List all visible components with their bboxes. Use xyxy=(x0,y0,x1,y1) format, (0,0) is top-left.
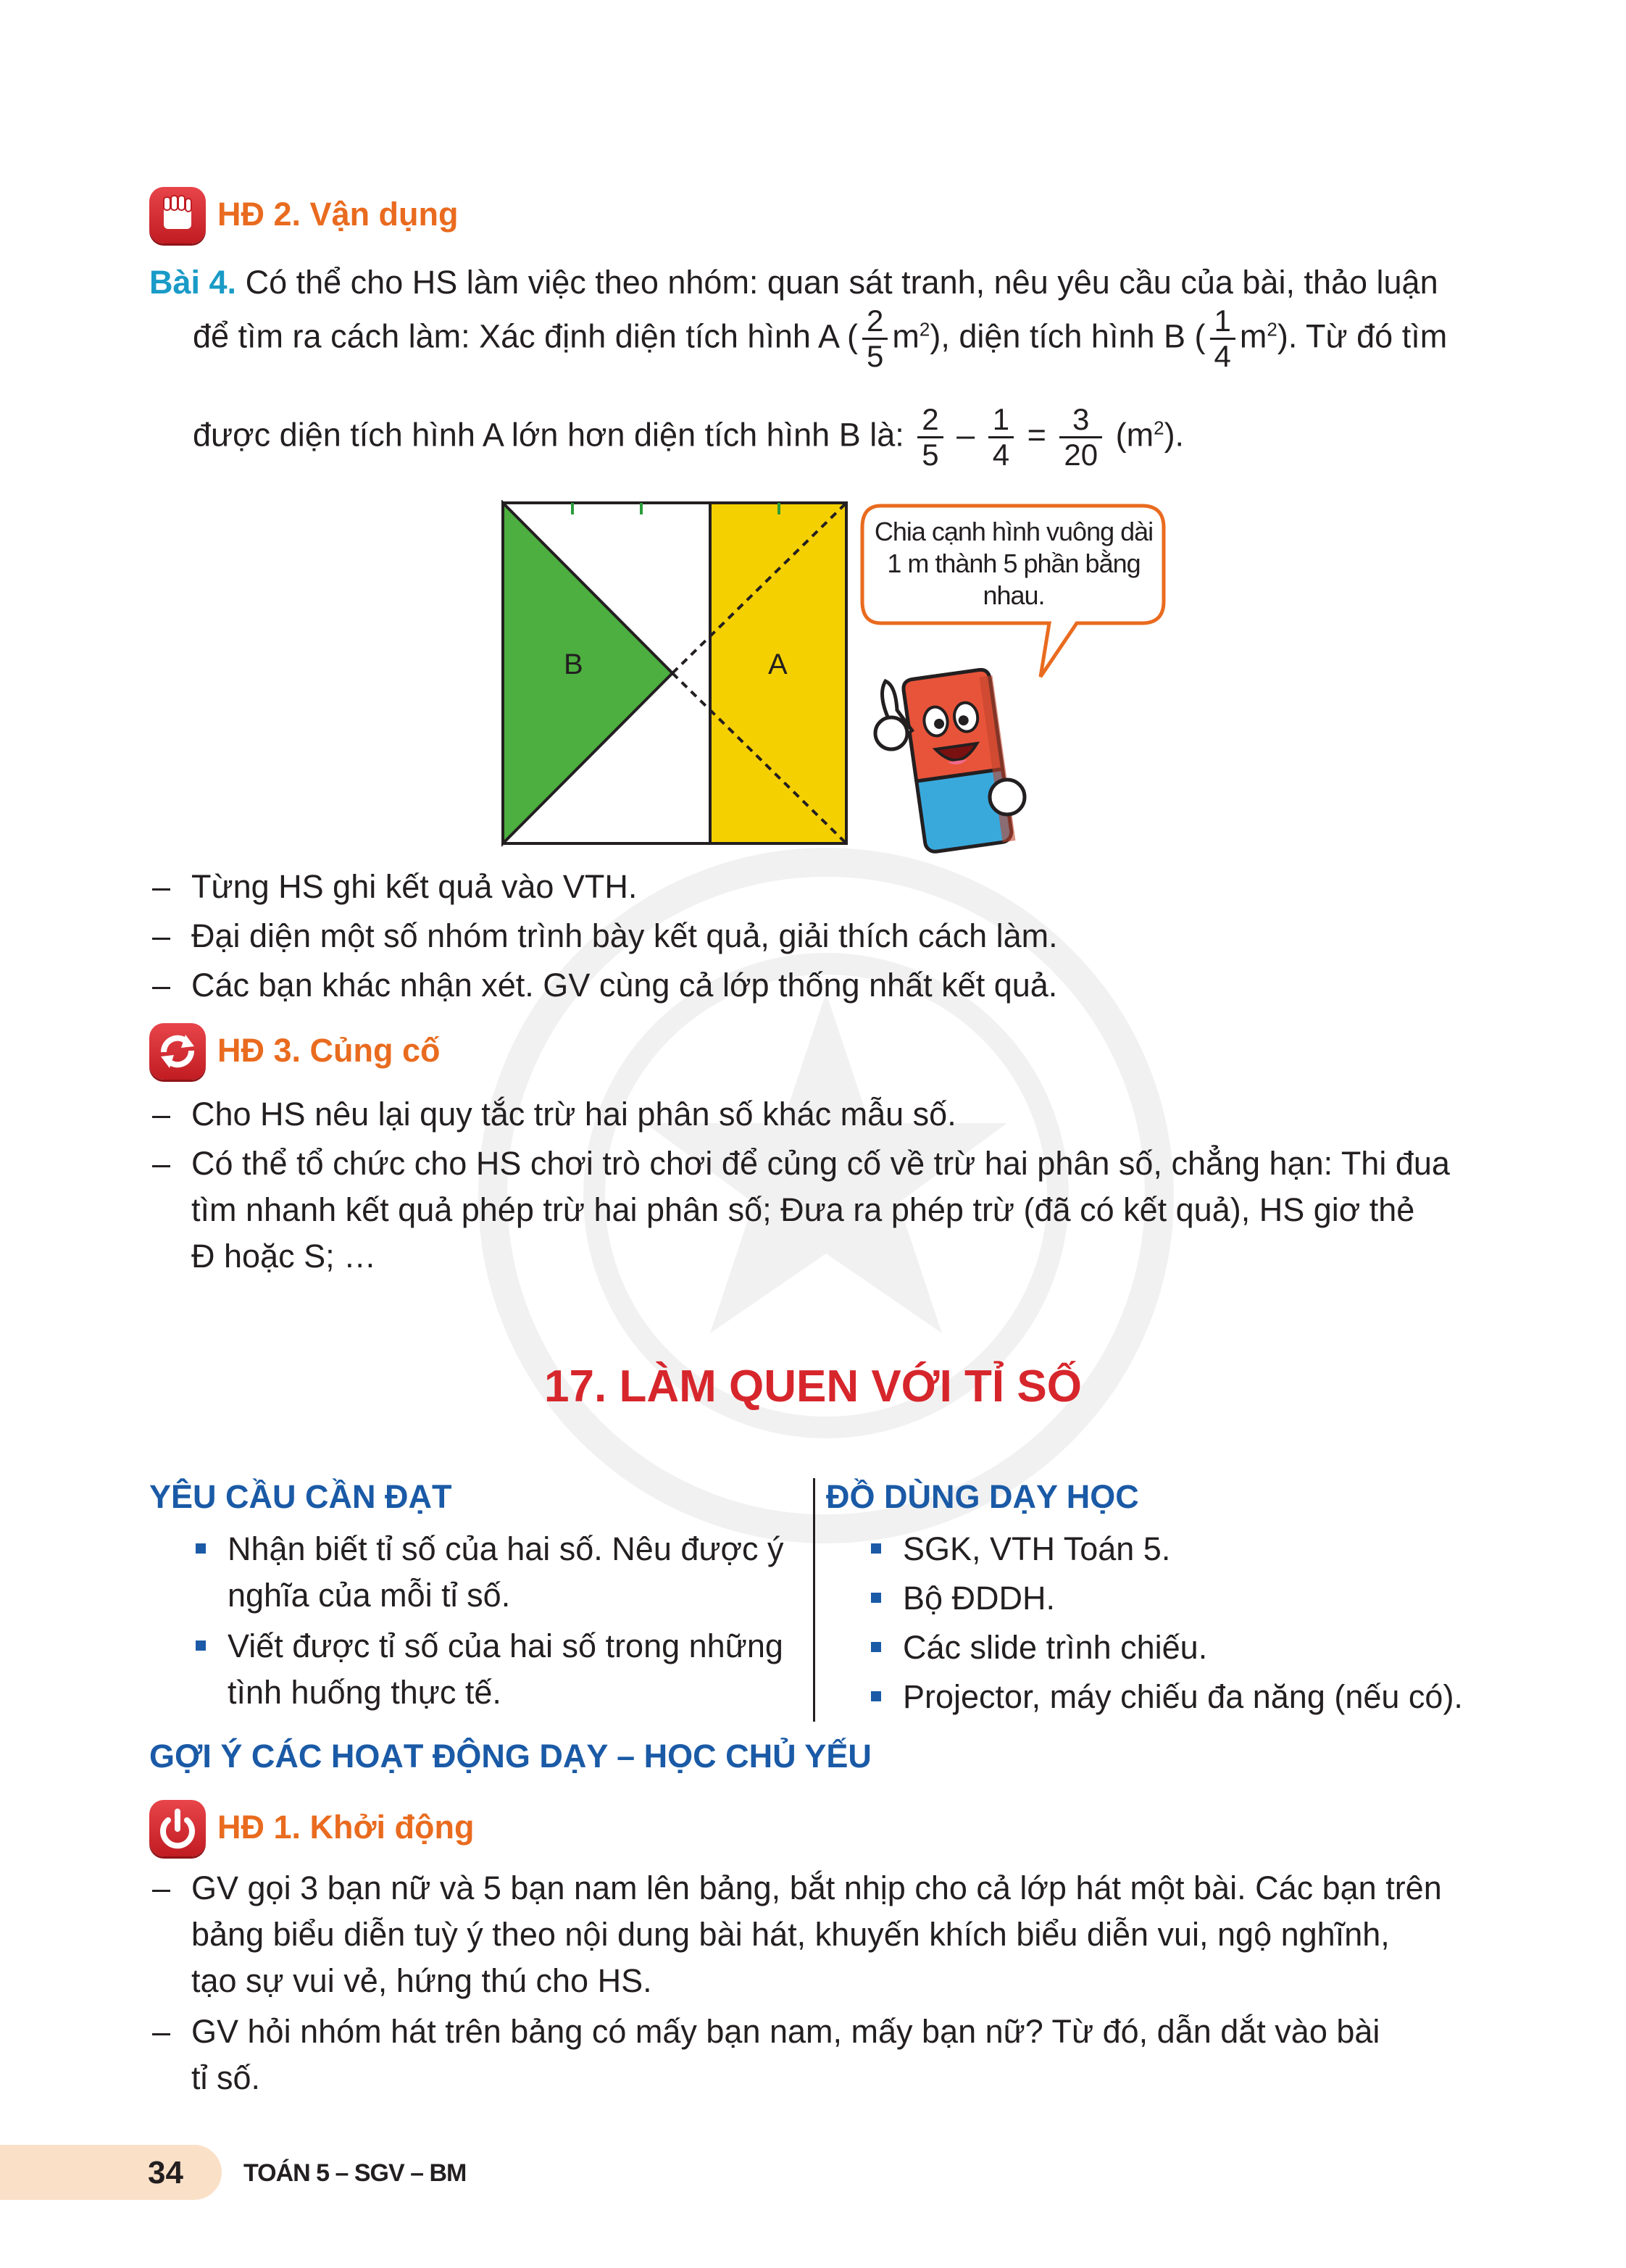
column-divider xyxy=(813,1478,815,1722)
sup-2: 2 xyxy=(919,318,930,341)
footer-book-title: TOÁN 5 – SGV – BM xyxy=(243,2159,467,2187)
label-b: B xyxy=(564,649,583,680)
yeu-cau-heading: YÊU CẦU CẦN ĐẠT xyxy=(149,1478,452,1515)
goi-y-heading: GỢI Ý CÁC HOẠT ĐỘNG DẠY – HỌC CHỦ YẾU xyxy=(149,1738,872,1775)
bai4-text-2e: ). Từ đó tìm xyxy=(1277,317,1448,355)
list-item: – Từng HS ghi kết quả vào VTH. xyxy=(152,868,638,905)
fist-icon xyxy=(149,187,206,243)
bai4-text-2c: ), diện tích hình B ( xyxy=(930,317,1206,355)
eraser-mascot xyxy=(855,652,1043,862)
list-item: Bộ ĐDDH. xyxy=(903,1575,1555,1622)
hd1-title: HĐ 1. Khởi động xyxy=(217,1809,475,1846)
page-number: 34 xyxy=(148,2155,183,2190)
list-item: Projector, máy chiếu đa năng (nếu có). xyxy=(903,1674,1555,1720)
unit-close: ). xyxy=(1164,416,1185,454)
unit-m: m xyxy=(1239,317,1267,355)
list-item: Các slide trình chiếu. xyxy=(903,1625,1555,1671)
list-item: – Các bạn khác nhận xét. GV cùng cả lớp thống nhất kết quả. xyxy=(152,967,1058,1004)
bai4-line3 xyxy=(193,403,1184,472)
hd2-title: HĐ 2. Vận dụng xyxy=(217,196,459,233)
list-item: Viết được tỉ số của hai số trong những tình huống thực tế. xyxy=(228,1623,807,1716)
power-icon xyxy=(149,1800,206,1856)
list-item: Nhận biết tỉ số của hai số. Nêu được ý nghĩa của mỗi tỉ số. xyxy=(228,1526,807,1619)
list-item: SGK, VTH Toán 5. xyxy=(903,1526,1555,1572)
square-figure xyxy=(500,500,855,851)
unit-m: m xyxy=(892,317,920,355)
fraction-b: $\frac{1}{4}$ xyxy=(1210,304,1235,373)
eq-fraction-3: $\frac{3}{20}$ xyxy=(1059,403,1102,472)
bai4-text-1: Có thể cho HS làm việc theo nhóm: quan sát tranh, nêu yêu cầu của bài, thảo luận xyxy=(245,264,1438,301)
bai4-line2 xyxy=(193,304,1447,373)
refresh-icon xyxy=(149,1023,206,1080)
list-item: – Có thể tổ chức cho HS chơi trò chơi để củng cố về trừ hai phân số, chẳng hạn: Thi đua tìm nhanh kết quả phép trừ hai phân số; Đưa ra phép trừ (đã có kết quả), HS giơ thẻ Đ hoặc S; … xyxy=(152,1145,1450,1275)
bai4-text-2a: để tìm ra cách làm: Xác định diện tích hình A ( xyxy=(193,317,858,355)
fraction-a: $\frac{2}{5}$ xyxy=(862,304,888,373)
bai4-line1 xyxy=(149,259,1438,306)
eq-fraction-2: $\frac{1}{4}$ xyxy=(988,403,1014,472)
lesson-title: 17. LÀM QUEN VỚI TỈ SỐ xyxy=(544,1362,1082,1412)
bai4-text-3: được diện tích hình A lớn hơn diện tích hình B là: xyxy=(193,416,904,454)
sup-2: 2 xyxy=(1154,417,1164,439)
list-item: – GV hỏi nhóm hát trên bảng có mấy bạn nam, mấy bạn nữ? Từ đó, dẫn dắt vào bài tỉ số. xyxy=(152,2013,1380,2096)
list-item: – Cho HS nêu lại quy tắc trừ hai phân số khác mẫu số. xyxy=(152,1096,956,1133)
eq-fraction-1: $\frac{2}{5}$ xyxy=(917,403,943,472)
hd3-title: HĐ 3. Củng cố xyxy=(217,1032,441,1069)
list-item: – GV gọi 3 bạn nữ và 5 bạn nam lên bảng, bắt nhịp cho cả lớp hát một bài. Các bạn trên bảng biểu diễn tuỳ ý theo nội dung bài hát, khuyến khích biểu diễn vui, ngộ nghĩnh, tạo sự vui vẻ, hứng thú cho HS. xyxy=(152,1869,1442,1999)
speech-bubble-text: Chia cạnh hình vuông dài 1 m thành 5 phần bằng nhau. xyxy=(874,517,1154,610)
unit-open: (m xyxy=(1115,416,1154,454)
list-item: – Đại diện một số nhóm trình bày kết quả, giải thích cách làm. xyxy=(152,917,1058,954)
label-a: A xyxy=(768,649,788,680)
sup-2: 2 xyxy=(1267,318,1277,341)
do-dung-heading: ĐỒ DÙNG DẠY HỌC xyxy=(826,1478,1139,1515)
footer-tab xyxy=(0,2145,222,2200)
bai4-label: Bài 4. xyxy=(149,264,237,301)
equals-sign: = xyxy=(1027,416,1046,454)
minus-sign: – xyxy=(956,416,975,454)
